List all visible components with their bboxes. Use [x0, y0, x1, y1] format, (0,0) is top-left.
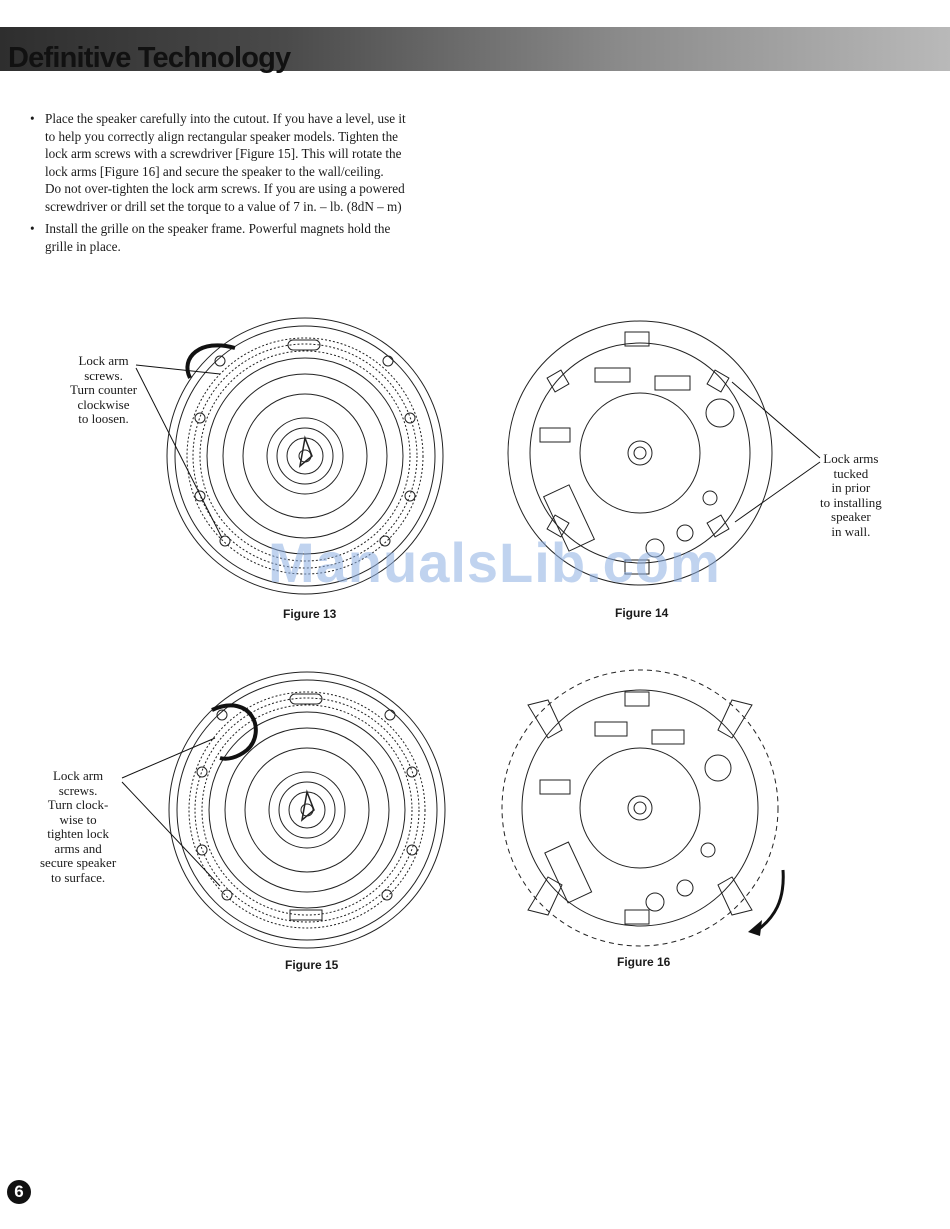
callout-line: clockwise	[77, 396, 130, 412]
figure-15-caption: Figure 15	[285, 958, 339, 972]
callout-line: Lock arms	[823, 451, 879, 466]
callout-line: speaker	[831, 509, 871, 524]
callout-line: tucked	[833, 465, 869, 481]
figure-16-speaker-back-illustration	[500, 670, 790, 950]
callout-line: tighten lock	[47, 826, 109, 841]
callout-line: Turn clock-	[47, 797, 109, 812]
callout-line: secure speaker	[40, 855, 117, 870]
watermark: ManualsLib.com	[268, 531, 721, 594]
callout-line: screws.	[58, 782, 98, 798]
instruction-line: Install the grille on the speaker frame. Powerful magnets hold the	[45, 221, 391, 236]
callout-line: in prior	[831, 480, 871, 495]
callout-line: arms and	[54, 840, 102, 856]
callout-line: in wall.	[831, 523, 871, 539]
callout-line: Lock arm	[78, 353, 129, 368]
instruction-line: Do not over-tighten the lock arm screws. If you are using a powered	[45, 181, 405, 196]
callout-line: to surface.	[51, 869, 106, 885]
instruction-line: lock arm screws with a screwdriver [Figure 15]. This will rotate the	[45, 146, 402, 161]
instruction-line: lock arms [Figure 16] and secure the speaker to the wall/ceiling.	[45, 163, 384, 179]
callout-line: Lock arm	[52, 768, 104, 783]
callout-line: wise to	[59, 811, 97, 827]
instruction-line: to help you correctly align rectangular speaker models. Tighten the	[45, 128, 399, 144]
bullet-icon: •	[30, 111, 35, 126]
brand-logo: Definitive Technology	[8, 42, 291, 74]
callout-line: to loosen.	[78, 411, 129, 426]
figure-16-caption: Figure 16	[617, 955, 671, 969]
page-number: 6	[7, 1180, 31, 1204]
figure-14-caption: Figure 14	[615, 606, 669, 620]
callout-line: to installing	[820, 494, 882, 510]
instruction-line: grille in place.	[45, 238, 121, 254]
callout-line: Turn counter	[70, 382, 138, 397]
instruction-line: screwdriver or drill set the torque to a value of 7 in. – lb. (8dN – m)	[45, 198, 402, 214]
bullet-icon: •	[30, 221, 35, 236]
callout-line: screws.	[84, 367, 123, 383]
figure-13-caption: Figure 13	[283, 607, 337, 621]
instruction-line: Place the speaker carefully into the cutout. If you have a level, use it	[45, 111, 406, 126]
